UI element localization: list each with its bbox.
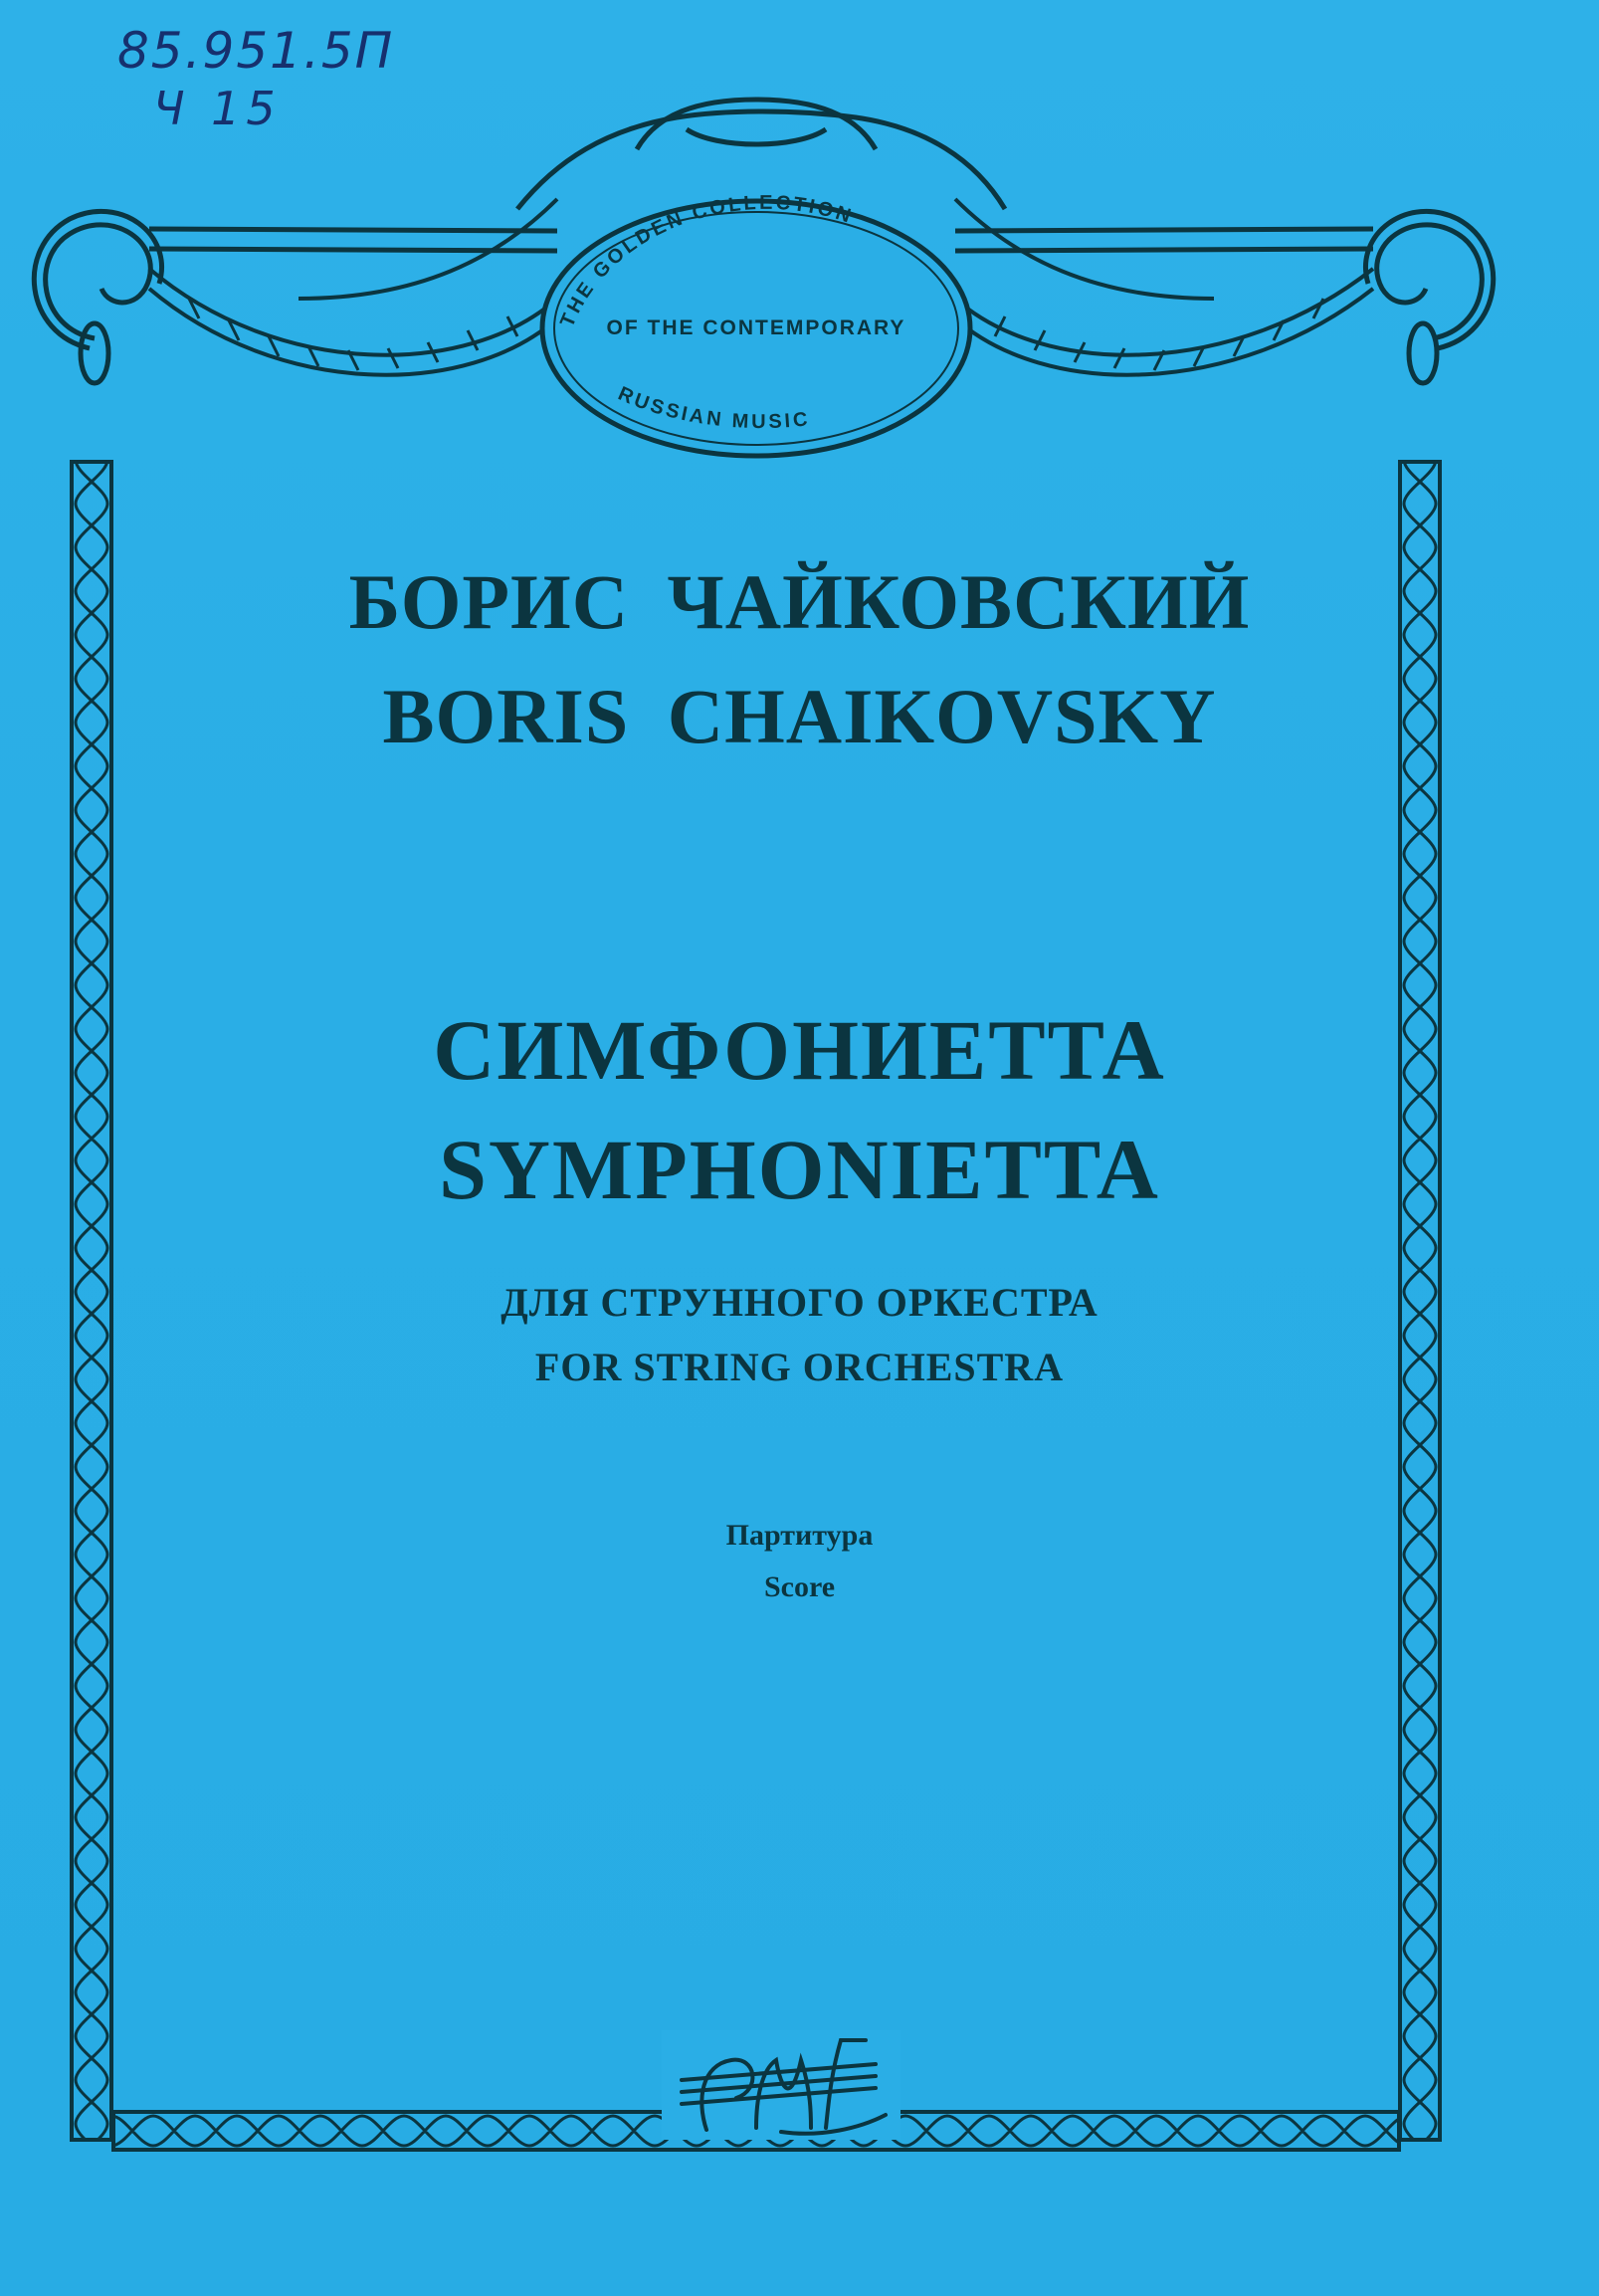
publisher-monogram-icon — [662, 2020, 900, 2150]
work-subtitle-ru: ДЛЯ СТРУННОГО ОРКЕСТРА — [500, 1280, 1099, 1325]
catalog-mark-line1: 85.951.5П — [117, 22, 395, 80]
catalog-mark-line2: Ч 15 — [153, 82, 282, 135]
edition-type-en: Score — [763, 1570, 836, 1603]
work-title-ru: СИМФОНИЕТТА — [433, 1002, 1166, 1098]
seal-middle: OF THE CONTEMPORARY — [606, 316, 906, 339]
top-ornament — [0, 0, 1599, 468]
work-subtitle-en: FOR STRING ORCHESTRA — [534, 1345, 1065, 1389]
composer-name-en: BORIS CHAIKOVSKY — [382, 673, 1217, 759]
seal-arc-top: THE GOLDEN COLLECTION — [556, 191, 857, 331]
seal-arc-bottom: RUSSIAN MUSIC — [614, 382, 812, 434]
edition-type-ru: Партитура — [725, 1519, 874, 1552]
work-title-en: SYMPHONIETTA — [439, 1122, 1160, 1217]
composer-name-ru: БОРИС ЧАЙКОВСКИЙ — [348, 558, 1251, 645]
